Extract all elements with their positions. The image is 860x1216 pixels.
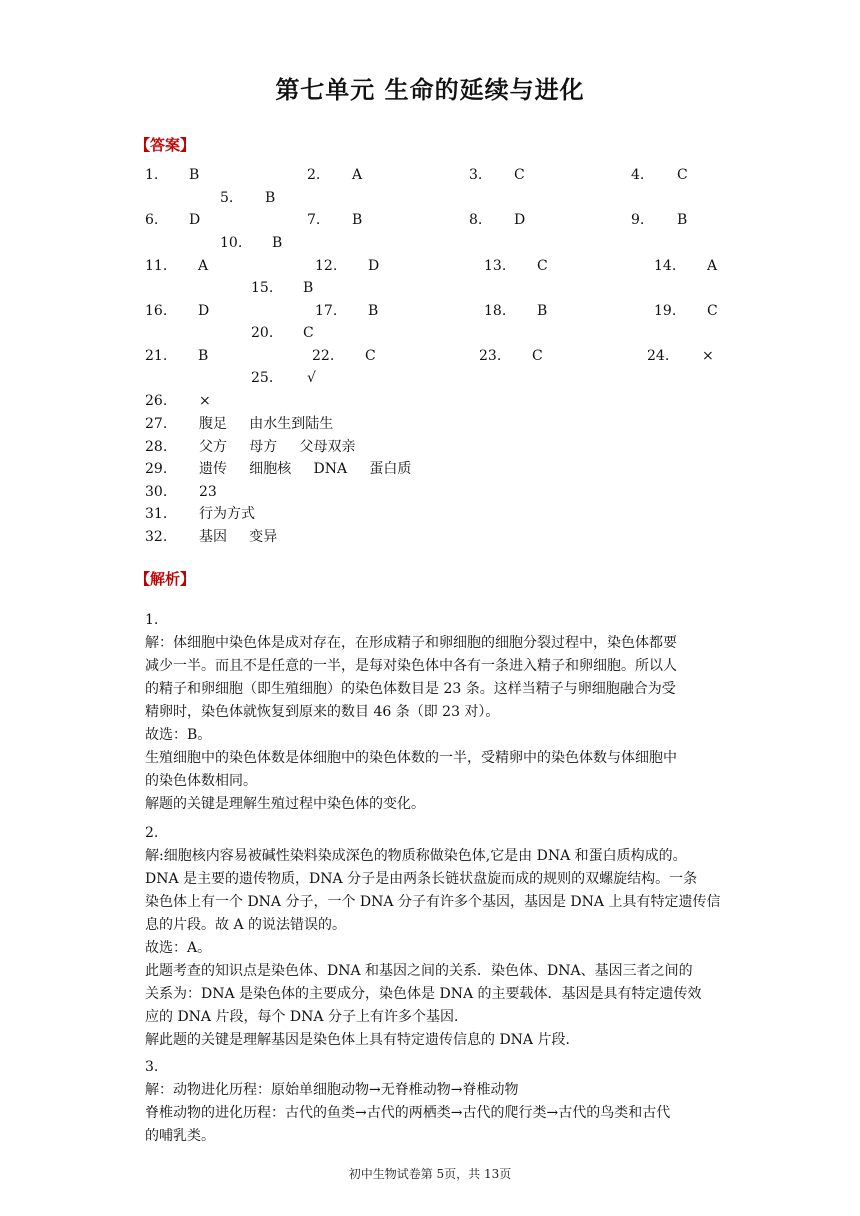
- answer-number: 1.: [145, 167, 159, 183]
- answer-choice: A: [198, 258, 209, 274]
- explanation-line: 应的 DNA 片段，每个 DNA 分子上有许多个基因．: [145, 1009, 468, 1025]
- answer-number: 17.: [315, 303, 338, 319]
- answer-row: [145, 367, 745, 389]
- answer-row: [145, 503, 745, 525]
- answer-text: 基因 变异: [199, 529, 278, 545]
- explanation-block: [145, 822, 720, 1052]
- answer-choice: B: [272, 235, 283, 251]
- explanation-line: 关系为：DNA 是染色体的主要成分，染色体是 DNA 的主要载体．基因是具有特定遗传效: [145, 986, 702, 1002]
- answer-row: [145, 187, 745, 209]
- answer-row: [145, 436, 745, 458]
- answer-number: 31.: [145, 506, 168, 522]
- answer-row: [145, 322, 745, 344]
- answer-number: 22.: [312, 348, 335, 364]
- answer-row: [145, 300, 745, 322]
- answer-number: 9.: [631, 212, 645, 228]
- answer-choice: A: [707, 258, 718, 274]
- explanation-block: [145, 1056, 720, 1148]
- explanation-line: 解:细胞核内容易被碱性染料染成深色的物质称做染色体,它是由 DNA 和蛋白质构成的。: [145, 848, 687, 864]
- answer-row: [145, 164, 745, 186]
- answer-choice: B: [265, 190, 276, 206]
- answer-number: 28.: [145, 439, 168, 455]
- answer-number: 25.: [251, 370, 274, 386]
- explanation-line: 故选：B。: [145, 727, 212, 743]
- answer-choice: C: [677, 167, 688, 183]
- answer-heading: 【答案】: [135, 136, 196, 154]
- answer-choice: D: [368, 258, 380, 274]
- answer-text: 行为方式: [199, 506, 255, 522]
- answer-text: 23: [199, 484, 217, 500]
- explanation-line: 故选：A。: [145, 940, 212, 956]
- answer-choice: C: [365, 348, 376, 364]
- answer-row: [145, 255, 745, 277]
- explanation-line: 的染色体数相同。: [145, 773, 257, 789]
- answer-row: [145, 526, 745, 548]
- explanation-line: 此题考查的知识点是染色体、DNA 和基因之间的关系．染色体、DNA、基因三者之间的: [145, 963, 693, 979]
- answer-number: 24.: [647, 348, 670, 364]
- answer-number: 20.: [251, 325, 274, 341]
- answer-text: ×: [199, 393, 211, 409]
- answer-number: 19.: [654, 303, 677, 319]
- answer-choice: C: [537, 258, 548, 274]
- answer-choice: B: [303, 280, 314, 296]
- explanation-number: 1.: [145, 612, 159, 628]
- explanation-number: 2.: [145, 825, 159, 841]
- answer-text: 腹足 由水生到陆生: [199, 416, 334, 432]
- answer-text: 父方 母方 父母双亲: [199, 439, 356, 455]
- explanation-line: 息的片段。故 A 的说法错误的。: [145, 917, 347, 933]
- answer-number: 6.: [145, 212, 159, 228]
- answer-number: 21.: [145, 348, 168, 364]
- answer-choice: B: [352, 212, 363, 228]
- answer-number: 30.: [145, 484, 168, 500]
- answer-choice: C: [514, 167, 525, 183]
- explanation-line: 的哺乳类。: [145, 1128, 215, 1144]
- answer-number: 32.: [145, 529, 168, 545]
- page-title: 第七单元 生命的延续与进化: [275, 76, 585, 104]
- answer-row: [145, 413, 745, 435]
- answer-number: 10.: [220, 235, 243, 251]
- answer-choice: B: [677, 212, 688, 228]
- answer-number: 29.: [145, 461, 168, 477]
- answer-number: 18.: [484, 303, 507, 319]
- answer-row: [145, 345, 745, 367]
- answer-number: 7.: [307, 212, 321, 228]
- explanation-line: 的精子和卵细胞（即生殖细胞）的染色体数目是 23 条。这样当精子与卵细胞融合为受: [145, 681, 676, 697]
- explanation-block: [145, 609, 720, 816]
- answer-choice: C: [532, 348, 543, 364]
- answer-number: 13.: [484, 258, 507, 274]
- explanation-line: 脊椎动物的进化历程：古代的鱼类→古代的两栖类→古代的爬行类→古代的鸟类和古代: [145, 1105, 671, 1121]
- answer-number: 23.: [479, 348, 502, 364]
- answer-number: 2.: [307, 167, 321, 183]
- explanation-line: 解：动物进化历程：原始单细胞动物→无脊椎动物→脊椎动物: [145, 1082, 519, 1098]
- analysis-heading: 【解析】: [135, 570, 196, 588]
- answer-row: [145, 277, 745, 299]
- explanation-number: 3.: [145, 1059, 159, 1075]
- explanation-line: 精卵时，染色体就恢复到原来的数目 46 条（即 23 对）。: [145, 704, 500, 720]
- answer-number: 12.: [315, 258, 338, 274]
- answer-number: 4.: [631, 167, 645, 183]
- explanation-line: 减少一半。而且不是任意的一半，是每对染色体中各有一条进入精子和卵细胞。所以人: [145, 658, 677, 674]
- answer-row: [145, 232, 745, 254]
- answer-choice: ×: [702, 348, 714, 364]
- answer-number: 15.: [251, 280, 274, 296]
- answer-choice: B: [537, 303, 548, 319]
- explanation-line: DNA 是主要的遗传物质，DNA 分子是由两条长链状盘旋而成的规则的双螺旋结构。一条: [145, 871, 698, 887]
- answer-choice: C: [303, 325, 314, 341]
- answer-number: 26.: [145, 393, 168, 409]
- answer-row: [145, 458, 745, 480]
- page-footer: 初中生物试卷第 5页，共 13页: [348, 1167, 512, 1181]
- answer-choice: √: [307, 370, 316, 386]
- answer-number: 5.: [220, 190, 234, 206]
- answer-choice: B: [189, 167, 200, 183]
- answer-choice: D: [189, 212, 201, 228]
- answer-number: 8.: [469, 212, 483, 228]
- answer-choice: C: [707, 303, 718, 319]
- explanation-line: 解题的关键是理解生殖过程中染色体的变化。: [145, 796, 425, 812]
- answer-number: 11.: [145, 258, 168, 274]
- answer-row: [145, 390, 745, 412]
- answer-choice: B: [368, 303, 379, 319]
- explanation-line: 染色体上有一个 DNA 分子，一个 DNA 分子有许多个基因，基因是 DNA 上具有特定遗传信: [145, 894, 721, 910]
- explanation-line: 生殖细胞中的染色体数是体细胞中的染色体数的一半，受精卵中的染色体数与体细胞中: [145, 750, 677, 766]
- answer-choice: D: [198, 303, 210, 319]
- explanation-line: 解：体细胞中染色体是成对存在，在形成精子和卵细胞的细胞分裂过程中，染色体都要: [145, 635, 677, 651]
- explanation-line: 解此题的关键是理解基因是染色体上具有特定遗传信息的 DNA 片段．: [145, 1032, 580, 1048]
- answer-choice: D: [514, 212, 526, 228]
- answer-row: [145, 209, 745, 231]
- answer-number: 27.: [145, 416, 168, 432]
- answer-row: [145, 481, 745, 503]
- answer-choice: B: [198, 348, 209, 364]
- answer-text: 遗传 细胞核 DNA 蛋白质: [199, 461, 412, 477]
- answer-number: 3.: [469, 167, 483, 183]
- answer-number: 14.: [654, 258, 677, 274]
- answer-choice: A: [352, 167, 363, 183]
- answer-number: 16.: [145, 303, 168, 319]
